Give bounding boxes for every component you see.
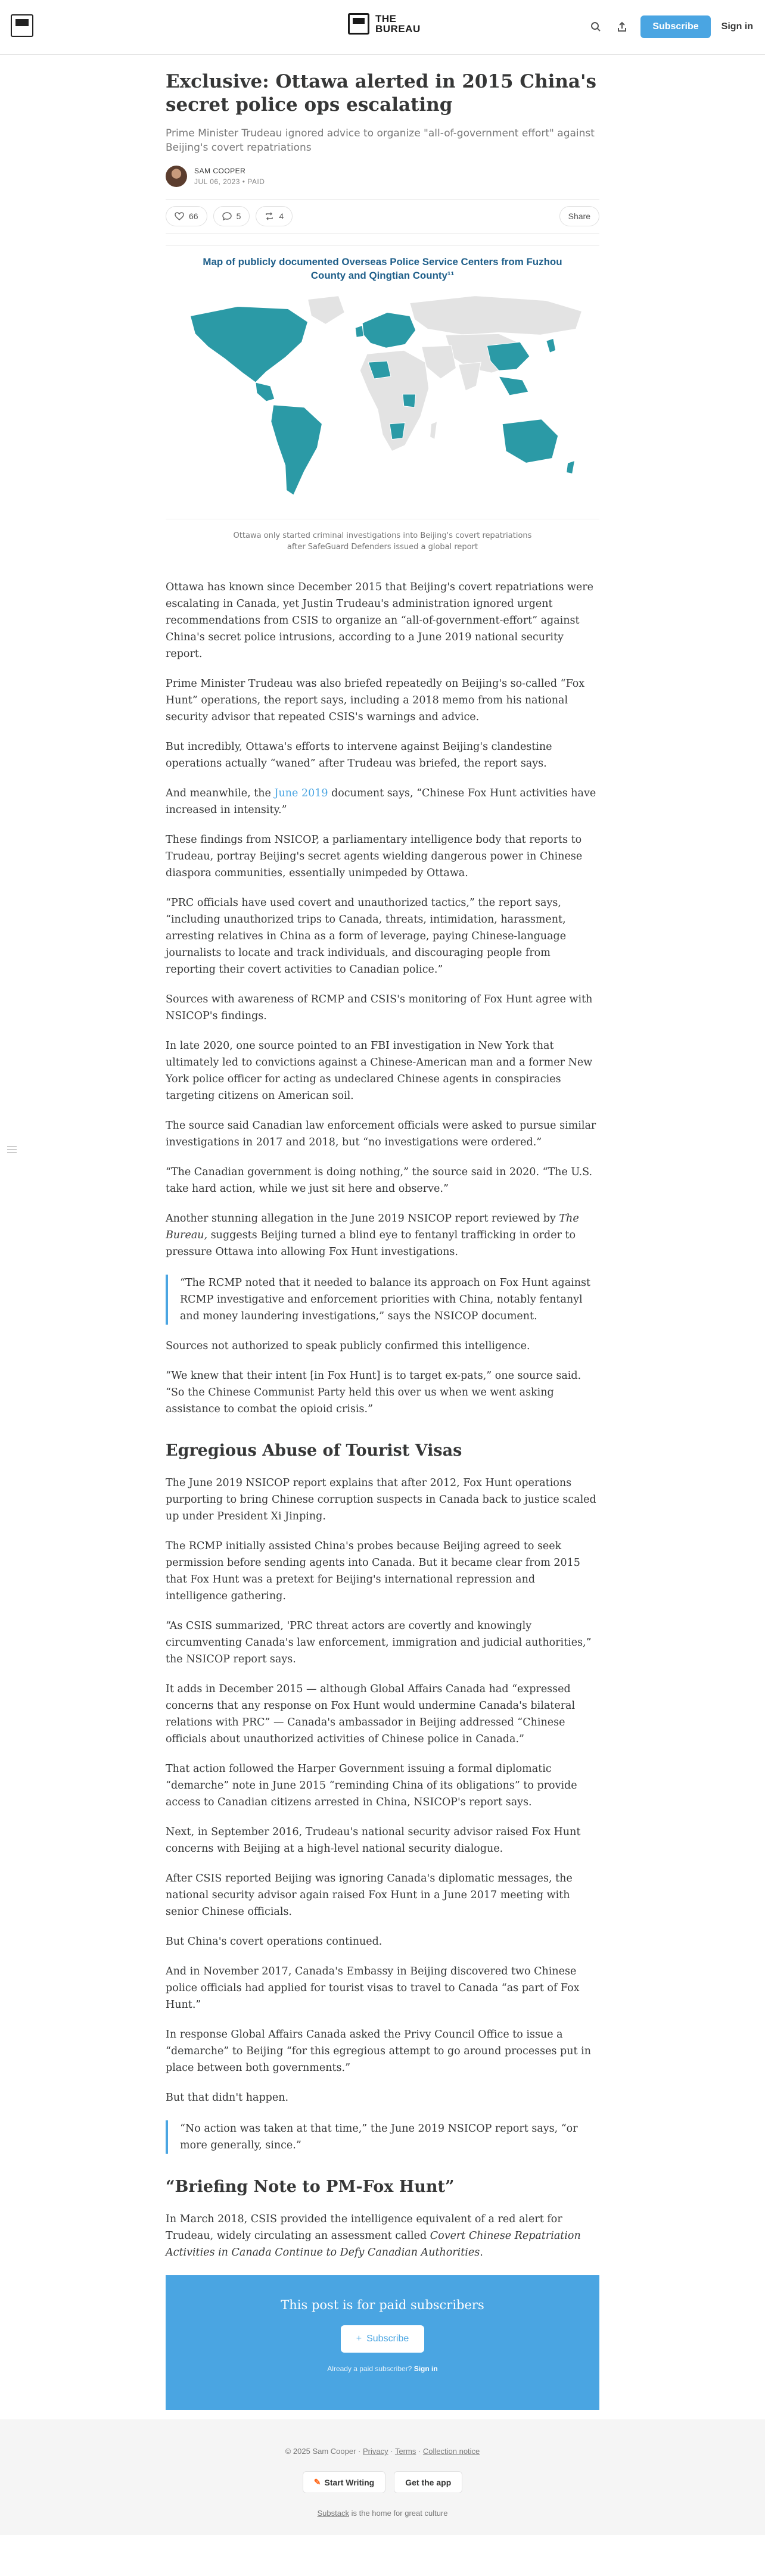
- paragraph: “The Canadian government is doing nothing,” the source said in 2020. “The U.S. take hard action, while we just sit here and observe.”: [166, 1166, 593, 1195]
- paragraph: But incredibly, Ottawa's efforts to intervene against Beijing's clandestine operations actually “waned” after Trudeau was briefed, the report says.: [166, 741, 552, 770]
- post-date: JUL 06, 2023 • PAID: [194, 177, 265, 186]
- pull-quote: [166, 1275, 599, 1325]
- like-button[interactable]: [166, 206, 207, 226]
- paywall-sign-in-link[interactable]: Sign in: [413, 2365, 438, 2373]
- paragraph: The June 2019 NSICOP report explains that after 2012, Fox Hunt operations purporting to bring Chinese corruption suspects in Canada back to justice scaled up under President Xi Jinping.: [166, 1477, 596, 1522]
- comment-count: 5: [236, 211, 241, 221]
- bureau-logo-icon: [348, 13, 369, 35]
- substack-link[interactable]: Substack: [317, 2509, 349, 2518]
- paragraph: “We knew that their intent [in Fox Hunt] is to target ex-pats,” one source said. “So the Chinese Communist Party held this over us when we went asking assistance to combat the opioid crisis.”: [166, 1370, 581, 1415]
- paragraph: In late 2020, one source pointed to an FBI investigation in New York that ultimately led to convictions against a Chinese-American man and a former New York police officer for acting as undeclared Chinese agents in conspiracies targeting citizens on American soil.: [166, 1040, 593, 1102]
- share-label: Share: [568, 211, 590, 221]
- section-heading: “Briefing Note to PM-Fox Hunt”: [166, 2178, 455, 2196]
- pencil-icon: ✎: [313, 2477, 321, 2487]
- post-action-bar: [166, 199, 599, 233]
- paragraph: The source said Canadian law enforcement officials were asked to pursue similar investigations in 2017 and 2018, but “no investigations were ordered.”: [166, 1120, 596, 1148]
- paragraph: It adds in December 2015 — although Global Affairs Canada had “expressed concerns that any response on Fox Hunt would undermine Canada's bilateral relations with PRC” — Canada's ambassador in Beijing addressed “Chinese officials about unauthorized activities of Chinese police in Canada.”: [166, 1683, 576, 1745]
- publication-logo-icon[interactable]: [11, 14, 33, 37]
- copyright-text: © 2025 Sam Cooper: [285, 2447, 356, 2456]
- top-navigation-bar: [0, 0, 765, 55]
- brand-line-2: BUREAU: [375, 23, 421, 35]
- figure-caption: [166, 530, 599, 553]
- paragraph: These findings from NSICOP, a parliamentary intelligence body that reports to Trudeau, portray Beijing's secret agents wielding dangerous power in Chinese diaspora communities, essentially unimpeded by Ottawa.: [166, 834, 583, 879]
- subscribe-button[interactable]: Subscribe: [640, 15, 710, 38]
- caption-line-2: after SafeGuard Defenders issued a global report: [287, 543, 478, 552]
- paragraph: Sources with awareness of RCMP and CSIS's monitoring of Fox Hunt agree with NSICOP's findings.: [166, 993, 593, 1022]
- quote-text: “The RCMP noted that it needed to balance its approach on Fox Hunt against RCMP investigative and enforcement priorities with China, notably fentanyl and money laundering investigations,” says the NSICOP document.: [180, 1277, 591, 1322]
- paragraph: But that didn't happen.: [166, 2092, 289, 2104]
- paragraph: That action followed the Harper Government issuing a formal diplomatic “demarche” note in June 2015 “reminding China of its obligations” to provide access to Canadian citizens arrested in China, NSICOP's report says.: [166, 1763, 577, 1808]
- caption-line-1: Ottawa only started criminal investigations into Beijing's covert repatriations: [233, 531, 532, 540]
- restack-button[interactable]: [256, 206, 293, 226]
- paragraph: Ottawa has known since December 2015 that Beijing's covert repatriations were escalating in Canada, yet Justin Trudeau's administration ignored urgent recommendations from CSIS to organize an “all-of-government-effort” against China's secret police intrusions, according to a June 2019 national security report.: [166, 581, 593, 660]
- article-title: Exclusive: Ottawa alerted in 2015 China's secret police ops escalating: [166, 71, 596, 116]
- plus-icon: +: [356, 2334, 362, 2344]
- brand-line-1: THE: [375, 13, 397, 24]
- article-subtitle: Prime Minister Trudeau ignored advice to organize "all-of-government effort" against Beijing's covert repatriations: [166, 127, 595, 154]
- map-title-line-1: Map of publicly documented Overseas Police Service Centers from Fuzhou: [203, 256, 562, 267]
- paywall-box: [166, 2275, 599, 2410]
- paywall-subscribe-label: Subscribe: [366, 2334, 409, 2344]
- paragraph: The RCMP initially assisted China's probes because Beijing agreed to seek permission before sending agents into Canada. But it became clear from 2015 that Fox Hunt was a pretext for Beijing's international repression and intelligence gathering.: [166, 1540, 580, 1602]
- publication-brand[interactable]: [348, 13, 421, 35]
- paywall-title: This post is for paid subscribers: [281, 2298, 484, 2312]
- footer-links: © 2025 Sam Cooper · Privacy · Terms · Collection notice: [285, 2447, 480, 2456]
- paragraph: “As CSIS summarized, 'PRC threat actors are covertly and knowingly circumventing Canada's law enforcement, immigration and judicial authorities,” the NSICOP report says.: [166, 1620, 592, 1665]
- quote-text: “No action was taken at that time,” the June 2019 NSICOP report says, “or more generally, since.”: [180, 2123, 578, 2151]
- privacy-link[interactable]: Privacy: [362, 2447, 388, 2456]
- comment-button[interactable]: [213, 206, 250, 226]
- terms-link[interactable]: Terms: [394, 2447, 416, 2456]
- article-figure: [166, 245, 599, 553]
- paragraph: In March 2018, CSIS provided the intelligence equivalent of a red alert for Trudeau, widely circulating an assessment called Covert Chinese Repatriation Activities in Canada Continue to Defy Canadian Authorities.: [166, 2213, 581, 2259]
- paywall-note: Already a paid subscriber? Sign in: [327, 2365, 438, 2373]
- june-2019-link[interactable]: June 2019: [274, 787, 328, 799]
- overseas-police-map-image[interactable]: [166, 245, 599, 519]
- paragraph: But China's covert operations continued.: [166, 1936, 382, 1948]
- paragraph: After CSIS reported Beijing was ignoring Canada's diplomatic messages, the national security advisor again raised Fox Hunt in a June 2017 meeting with senior Chinese officials.: [166, 1873, 573, 1918]
- byline: [166, 166, 599, 187]
- start-writing-button[interactable]: ✎ Start Writing: [303, 2471, 385, 2493]
- map-title-line-2: County and Qingtian County¹¹: [310, 269, 455, 281]
- sidebar-toggle-icon[interactable]: [7, 1146, 17, 1153]
- paywall-subscribe-button[interactable]: [341, 2325, 425, 2353]
- section-heading: Egregious Abuse of Tourist Visas: [166, 1441, 462, 1460]
- site-footer: [0, 2419, 765, 2535]
- share-upload-icon[interactable]: [614, 19, 630, 35]
- substack-tagline: Substack is the home for great culture: [317, 2509, 448, 2518]
- share-button[interactable]: [559, 206, 599, 226]
- author-avatar[interactable]: [166, 166, 187, 187]
- paragraph: Next, in September 2016, Trudeau's national security advisor raised Fox Hunt concerns with Beijing at a high-level national security dialogue.: [166, 1826, 581, 1855]
- sign-in-link[interactable]: Sign in: [721, 21, 753, 32]
- heart-icon: [175, 211, 184, 221]
- paragraph: Another stunning allegation in the June 2019 NSICOP report reviewed by The Bureau, suggests Beijing turned a blind eye to fentanyl trafficking in order to pressure Ottawa into allowing Fox Hunt investigations.: [166, 1213, 579, 1258]
- comment-icon: [222, 211, 232, 221]
- paragraph: And in November 2017, Canada's Embassy in Beijing discovered two Chinese police officials had applied for tourist visas to travel to Canada “as part of Fox Hunt.”: [166, 1966, 580, 2011]
- paragraph: And meanwhile, the June 2019 document says, “Chinese Fox Hunt activities have increased in intensity.”: [166, 787, 596, 816]
- get-app-button[interactable]: Get the app: [394, 2471, 462, 2493]
- like-count: 66: [189, 211, 198, 221]
- pull-quote: [166, 2120, 599, 2154]
- paragraph: Sources not authorized to speak publicly confirmed this intelligence.: [166, 1340, 530, 1352]
- collection-notice-link[interactable]: Collection notice: [422, 2447, 480, 2456]
- restack-count: 4: [279, 211, 284, 221]
- paragraph: In response Global Affairs Canada asked the Privy Council Office to issue a “demarche” to Beijing “for this egregious attempt to go around processes put in place between both governments.”: [166, 2029, 591, 2074]
- paragraph: Prime Minister Trudeau was also briefed repeatedly on Beijing's so-called “Fox Hunt” operations, the report says, including a 2018 memo from his national security advisor that repeated CSIS's warnings and advice.: [166, 678, 585, 723]
- restack-icon: [265, 211, 274, 221]
- author-name[interactable]: SAM COOPER: [194, 167, 246, 175]
- search-icon[interactable]: [588, 19, 604, 35]
- article-container: [166, 70, 599, 2410]
- paragraph: “PRC officials have used covert and unauthorized tactics,” the report says, “including unauthorized trips to Canada, threats, intimidation, harassment, arresting relatives in China as a form of leverage, paying Chinese-language journalists to locate and track individuals, and discouraging people from reporting their covert activities to Canadian police.”: [166, 897, 567, 976]
- article-body: [166, 579, 599, 2261]
